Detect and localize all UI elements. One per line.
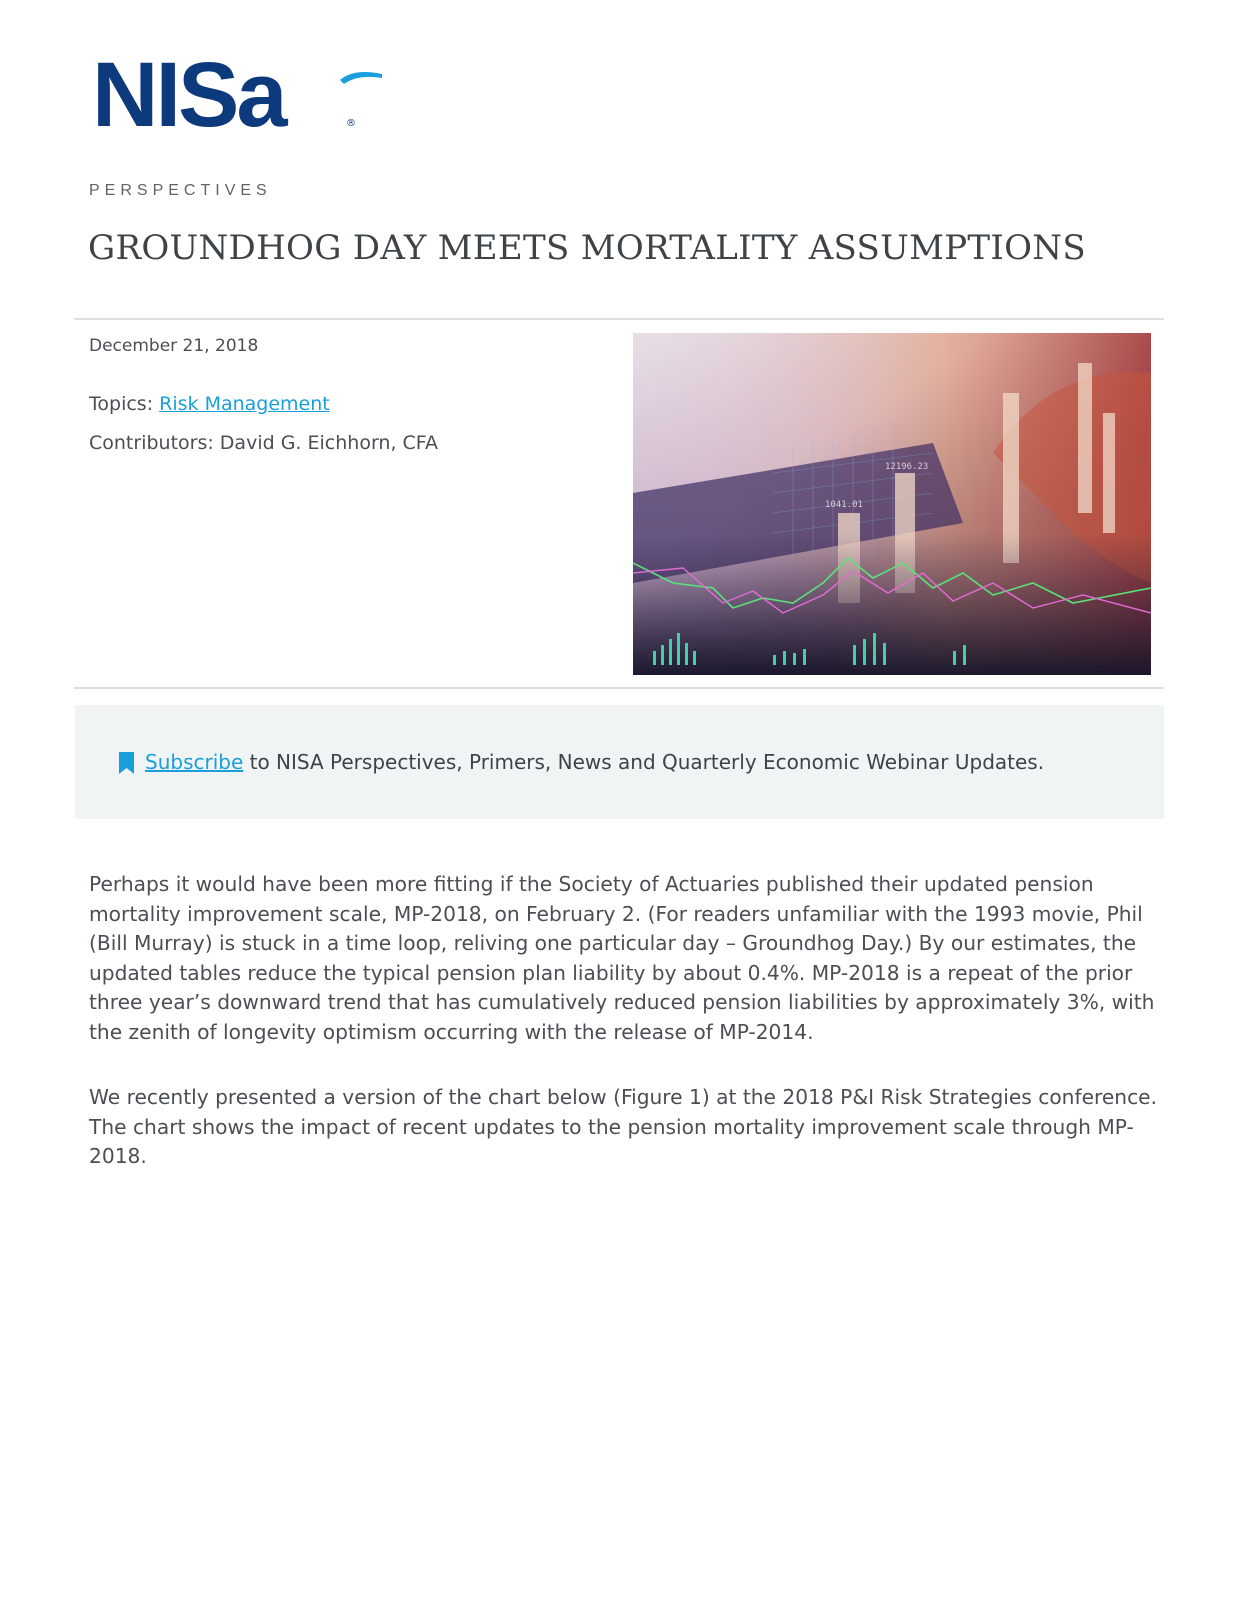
topic-link-risk-management[interactable]: Risk Management bbox=[159, 393, 330, 415]
divider-top bbox=[74, 318, 1164, 320]
contributors-line: Contributors: David G. Eichhorn, CFA bbox=[89, 432, 438, 454]
subscribe-message bbox=[145, 750, 1044, 774]
article-title: GROUNDHOG DAY MEETS MORTALITY ASSUMPTIONS bbox=[88, 228, 1086, 268]
topics-line bbox=[89, 393, 330, 415]
logo-wordmark: NISa bbox=[92, 48, 285, 138]
subscribe-link[interactable]: Subscribe bbox=[145, 750, 244, 774]
divider-bottom bbox=[74, 687, 1164, 689]
logo-swoosh bbox=[340, 72, 382, 84]
nisa-logo[interactable] bbox=[92, 48, 382, 138]
section-label: PERSPECTIVES bbox=[89, 182, 272, 199]
publish-date: December 21, 2018 bbox=[89, 336, 259, 356]
topics-label: Topics: bbox=[89, 393, 160, 415]
body-paragraph-1: Perhaps it would have been more fitting if the Society of Actuaries published their updated pension mortality improvement scale, MP-2018, on February 2. (For readers unfamiliar with the 1993 movie, Phil (Bill Murray) is stuck in a time loop, reliving one particular day – Groundhog Day.) By our estimates, the updated tables reduce the typical pension plan liability by about 0.4%. MP-2018 is a repeat of the prior three year’s downward trend that has cumulatively reduced pension liabilities by approximately 3%, with the zenith of longevity optimism occurring with the release of MP-2014. bbox=[89, 872, 1155, 1044]
subscribe-description: to NISA Perspectives, Primers, News and Quarterly Economic Webinar Updates. bbox=[243, 750, 1045, 774]
logo-registered-mark: ® bbox=[346, 118, 356, 129]
hero-image bbox=[633, 333, 1151, 675]
hero-label-2: 1041.01 bbox=[825, 500, 863, 510]
hero-label-1: 12196.23 bbox=[885, 462, 929, 472]
bookmark-icon[interactable] bbox=[118, 752, 135, 774]
body-paragraph-2: We recently presented a version of the chart below (Figure 1) at the 2018 P&I Risk Strategies conference. The chart shows the impact of recent updates to the pension mortality improvement scale through MP-2018. bbox=[89, 1085, 1158, 1168]
